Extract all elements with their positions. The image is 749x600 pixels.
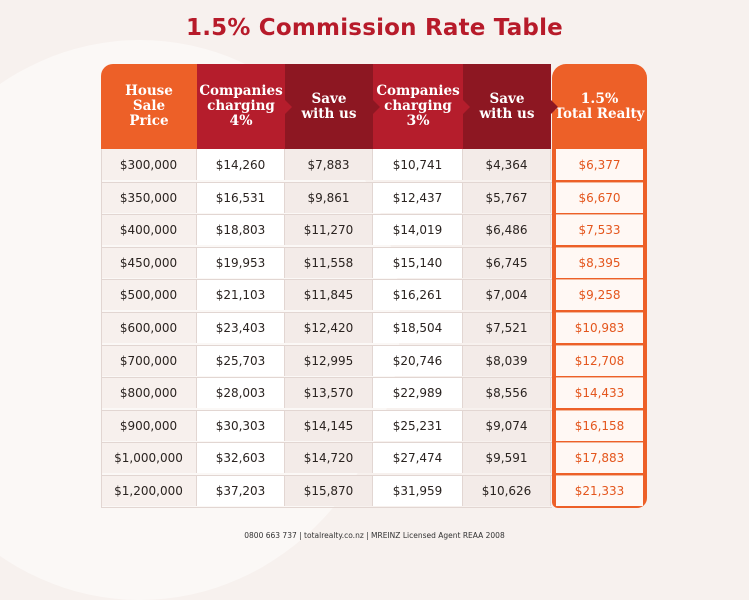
table-cell: $450,000 [101, 247, 197, 278]
header-house-sale-price [101, 64, 197, 149]
table-cell: $16,531 [197, 182, 285, 213]
table-cell: $600,000 [101, 312, 197, 343]
table-cell: $18,504 [373, 312, 463, 343]
table-cell: $800,000 [101, 377, 197, 408]
header-line: Save [311, 90, 347, 107]
table-cell: $20,746 [373, 345, 463, 376]
row-divider [556, 279, 643, 280]
row-divider [556, 345, 643, 346]
header-total-realty [552, 64, 647, 149]
table-row [101, 182, 647, 213]
header-save-3 [463, 64, 551, 149]
table-cell: $10,983 [556, 312, 643, 343]
header-line: Total Realty [554, 105, 645, 122]
table-cell: $12,420 [285, 312, 373, 343]
row-divider [101, 312, 552, 313]
table-cell: $6,377 [556, 149, 643, 180]
table-row [101, 214, 647, 245]
table-cell: $17,883 [556, 442, 643, 473]
table-cell: $37,203 [197, 475, 285, 506]
row-divider [101, 345, 552, 346]
table-cell: $12,437 [373, 182, 463, 213]
table-cell: $350,000 [101, 182, 197, 213]
arrow-icon [373, 100, 380, 114]
page-title: 1.5% Commission Rate Table [186, 15, 563, 41]
header-line: with us [301, 105, 357, 122]
table-cell: $14,019 [373, 214, 463, 245]
table-cell: $7,883 [285, 149, 373, 180]
header-line: 3% [406, 113, 430, 129]
row-divider [556, 182, 643, 183]
row-divider [556, 442, 643, 443]
row-divider [556, 312, 643, 313]
commission-table [101, 64, 647, 508]
header-line: 4% [229, 113, 253, 129]
table-row [101, 345, 647, 376]
table-cell: $25,231 [373, 410, 463, 441]
table-row [101, 279, 647, 310]
table-cell: $7,533 [556, 214, 643, 245]
arrow-icon [463, 100, 470, 114]
table-cell: $10,741 [373, 149, 463, 180]
table-cell: $9,591 [463, 442, 551, 473]
header-companies-3 [373, 64, 463, 149]
table-cell: $25,703 [197, 345, 285, 376]
table-cell: $11,270 [285, 214, 373, 245]
header-line: Companies [199, 83, 283, 99]
row-divider [101, 214, 552, 215]
table-cell: $300,000 [101, 149, 197, 180]
row-divider [556, 214, 643, 215]
row-divider [101, 442, 552, 443]
table-cell: $7,004 [463, 279, 551, 310]
table-cell: $21,333 [556, 475, 643, 506]
row-divider [101, 279, 552, 280]
row-divider [556, 247, 643, 248]
table-cell: $23,403 [197, 312, 285, 343]
table-cell: $1,000,000 [101, 442, 197, 473]
table-cell: $13,570 [285, 377, 373, 408]
header-line: Save [489, 90, 525, 107]
table-cell: $8,395 [556, 247, 643, 278]
table-cell: $400,000 [101, 214, 197, 245]
table-cell: $15,870 [285, 475, 373, 506]
arrow-icon [285, 100, 292, 114]
table-row [101, 149, 647, 180]
row-divider [556, 377, 643, 378]
table-cell: $4,364 [463, 149, 551, 180]
table-cell: $30,303 [197, 410, 285, 441]
table-cell: $1,200,000 [101, 475, 197, 506]
table-cell: $18,803 [197, 214, 285, 245]
table-row [101, 442, 647, 473]
table-cell: $7,521 [463, 312, 551, 343]
header-line: Companies [376, 83, 460, 99]
table-cell: $19,953 [197, 247, 285, 278]
table-cell: $9,861 [285, 182, 373, 213]
table-cell: $6,486 [463, 214, 551, 245]
header-line: with us [479, 105, 535, 122]
table-cell: $14,433 [556, 377, 643, 408]
header-line: House [125, 83, 173, 99]
table-cell: $16,158 [556, 410, 643, 441]
row-divider [556, 475, 643, 476]
table-cell: $9,258 [556, 279, 643, 310]
table-cell: $500,000 [101, 279, 197, 310]
table-row [101, 475, 647, 506]
table-border [101, 149, 102, 508]
table-cell: $8,039 [463, 345, 551, 376]
table-row [101, 312, 647, 343]
table-cell: $22,989 [373, 377, 463, 408]
table-cell: $9,074 [463, 410, 551, 441]
arrow-icon [551, 100, 558, 114]
row-divider [556, 410, 643, 411]
table-cell: $27,474 [373, 442, 463, 473]
table-cell: $5,767 [463, 182, 551, 213]
row-divider [101, 475, 552, 476]
table-cell: $32,603 [197, 442, 285, 473]
row-divider [101, 182, 552, 183]
table-cell: $11,558 [285, 247, 373, 278]
table-cell: $6,670 [556, 182, 643, 213]
table-border [101, 507, 552, 508]
header-companies-4 [197, 64, 285, 149]
table-cell: $31,959 [373, 475, 463, 506]
table-cell: $10,626 [463, 475, 551, 506]
table-row [101, 247, 647, 278]
table-cell: $8,556 [463, 377, 551, 408]
table-row [101, 410, 647, 441]
header-line: 1.5% [580, 90, 619, 107]
header-save-4 [285, 64, 373, 149]
table-cell: $12,708 [556, 345, 643, 376]
table-cell: $14,720 [285, 442, 373, 473]
row-divider [101, 247, 552, 248]
table-cell: $900,000 [101, 410, 197, 441]
table-cell: $16,261 [373, 279, 463, 310]
table-cell: $11,845 [285, 279, 373, 310]
row-divider [101, 410, 552, 411]
table-row [101, 377, 647, 408]
header-line: charging [384, 98, 452, 114]
header-line: Sale [132, 98, 166, 114]
table-cell: $12,995 [285, 345, 373, 376]
row-divider [101, 377, 552, 378]
footer-contact: 0800 663 737 | totalrealty.co.nz | MREINZ Licensed Agent REAA 2008 [244, 531, 505, 540]
table-cell: $21,103 [197, 279, 285, 310]
table-cell: $14,260 [197, 149, 285, 180]
header-line: Price [129, 113, 169, 129]
header-line: charging [207, 98, 275, 114]
table-cell: $15,140 [373, 247, 463, 278]
table-cell: $700,000 [101, 345, 197, 376]
table-cell: $6,745 [463, 247, 551, 278]
table-cell: $14,145 [285, 410, 373, 441]
table-cell: $28,003 [197, 377, 285, 408]
